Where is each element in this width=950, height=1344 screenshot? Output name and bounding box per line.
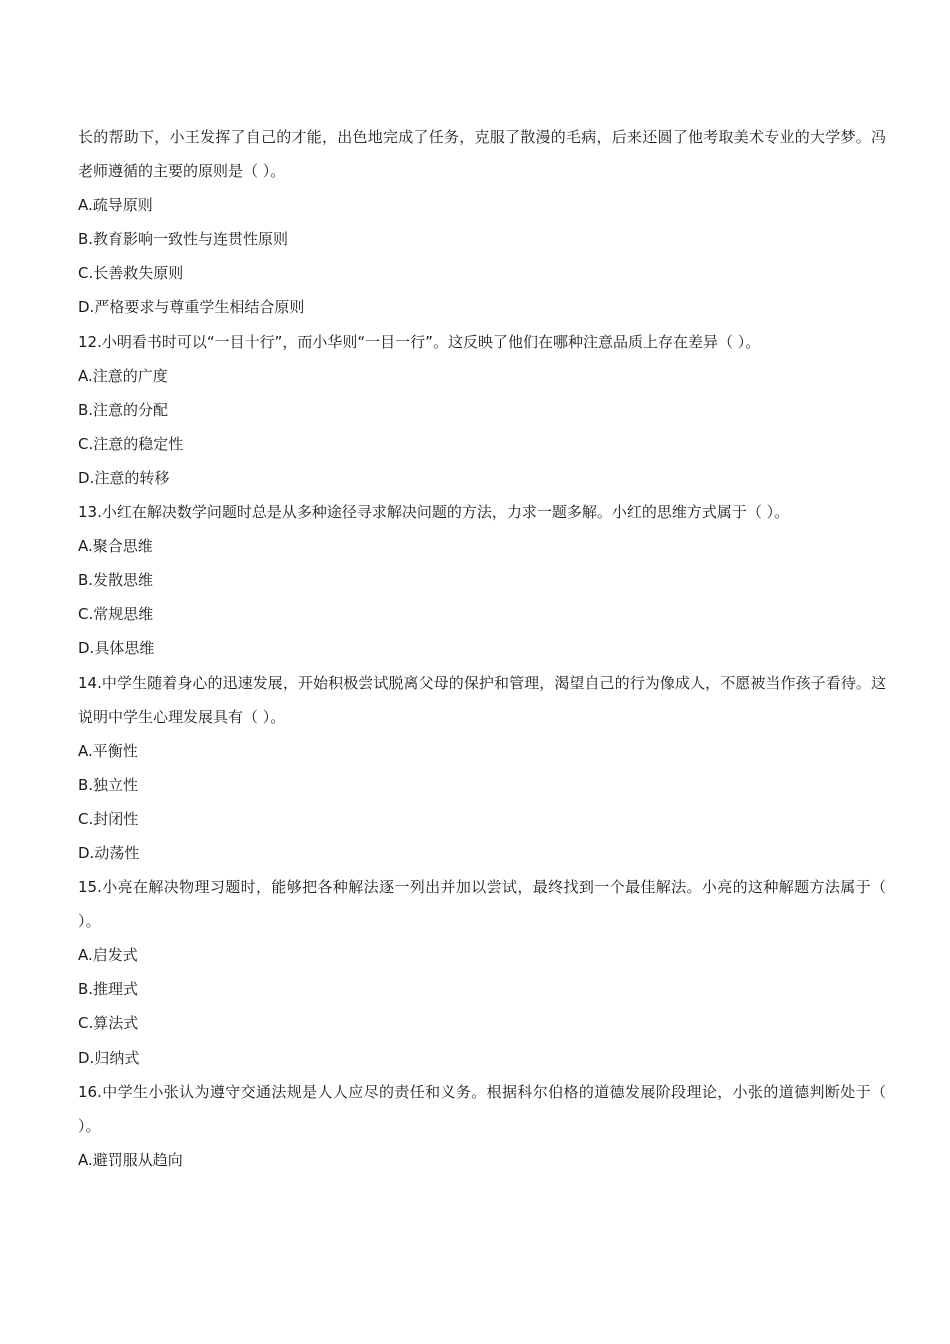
- question-11-option-d: D.严格要求与尊重学生相结合原则: [78, 298, 305, 317]
- question-12-stem: 12.小明看书时可以“一目十行”，而小华则“一目一行”。这反映了他们在哪种注意品质上存在差异（ ）。: [78, 332, 761, 351]
- question-14-option-d: D.动荡性: [78, 843, 140, 862]
- question-13-option-d: D.具体思维: [78, 639, 155, 658]
- question-16-option-a: A.避罚服从趋向: [78, 1150, 183, 1169]
- question-15-stem: 15.小亮在解决物理习题时，能够把各种解法逐一列出并加以尝试，最终找到一个最佳解法。小亮的这种解题方法属于（ ）。: [78, 878, 886, 931]
- document-page: [78, 120, 886, 1177]
- question-12-option-d: D.注意的转移: [78, 468, 170, 487]
- question-13-option-c: C.常规思维: [78, 605, 154, 624]
- question-11-stem-continuation: 长的帮助下，小王发挥了自己的才能，出色地完成了任务，克服了散漫的毛病，后来还圆了他考取美术专业的大学梦。冯老师遵循的主要的原则是（ ）。: [78, 128, 886, 181]
- question-15-option-c: C.算法式: [78, 1014, 139, 1033]
- question-14-option-a: A.平衡性: [78, 741, 138, 760]
- question-11-option-c: C.长善救失原则: [78, 264, 184, 283]
- question-15-option-a: A.启发式: [78, 946, 138, 965]
- question-11-option-a: A.疏导原则: [78, 196, 153, 215]
- question-12-option-b: B.注意的分配: [78, 400, 169, 419]
- question-14-stem: 14.中学生随着身心的迅速发展，开始积极尝试脱离父母的保护和管理，渴望自己的行为像成人，不愿被当作孩子看待。这说明中学生心理发展具有（ ）。: [78, 673, 886, 726]
- question-13-option-b: B.发散思维: [78, 571, 154, 590]
- question-14-option-c: C.封闭性: [78, 809, 139, 828]
- question-13-stem: 13.小红在解决数学问题时总是从多种途径寻求解决问题的方法，力求一题多解。小红的思维方式属于（ ）。: [78, 503, 790, 522]
- question-15-option-d: D.归纳式: [78, 1048, 140, 1067]
- question-12-option-a: A.注意的广度: [78, 366, 168, 385]
- question-15-option-b: B.推理式: [78, 980, 139, 999]
- question-14-option-b: B.独立性: [78, 775, 139, 794]
- question-13-option-a: A.聚合思维: [78, 537, 153, 556]
- question-12-option-c: C.注意的稳定性: [78, 434, 184, 453]
- question-11-option-b: B.教育影响一致性与连贯性原则: [78, 230, 289, 249]
- question-16-stem: 16.中学生小张认为遵守交通法规是人人应尽的责任和义务。根据科尔伯格的道德发展阶段理论，小张的道德判断处于（ ）。: [78, 1082, 886, 1135]
